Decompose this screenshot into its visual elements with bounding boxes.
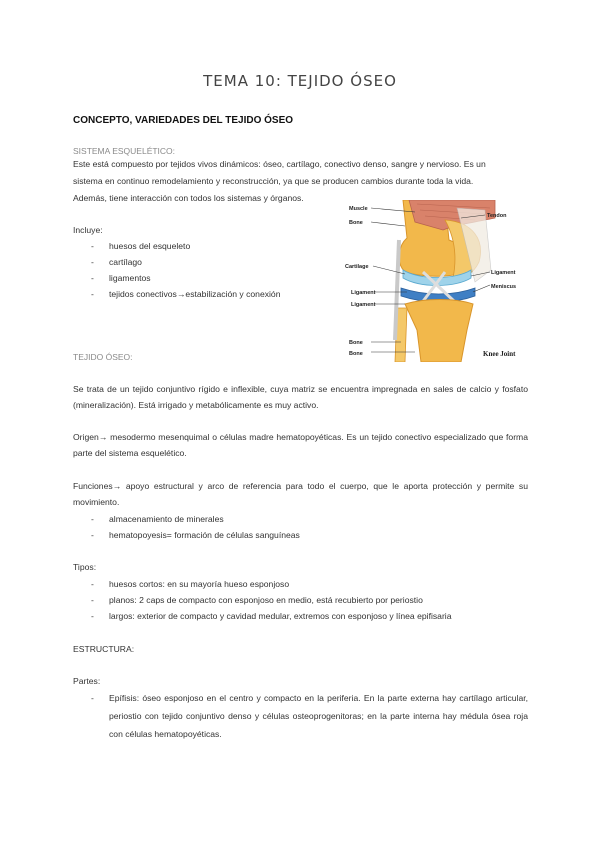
dash-bullet: -	[91, 514, 94, 524]
main-heading: CONCEPTO, VARIEDADES DEL TEJIDO ÓSEO	[73, 115, 294, 126]
figure-caption: Knee Joint	[483, 350, 516, 358]
list-item: - ligamentos	[73, 270, 338, 286]
dash-bullet: -	[91, 595, 94, 605]
label-tendon: Tendon	[487, 213, 507, 219]
label-bone-bottom-2: Bone	[349, 351, 363, 357]
tejido-paragraph-1: Se trata de un tejido conjuntivo rígido e inflexible, cuya matriz se encuentra impregnada en sales de calcio y fosfato (mineralización). Está irrigado y metabólicamente es muy activo.	[73, 384, 528, 410]
dash-bullet: -	[91, 530, 94, 540]
dash-bullet: -	[91, 289, 94, 299]
label-bone-top: Bone	[349, 220, 363, 226]
label-ligament-right: Ligament	[491, 270, 516, 276]
label-meniscus: Meniscus	[491, 284, 517, 290]
list-item: - tejidos conectivos→estabilización y conexión	[73, 286, 338, 302]
list-item: - largos: exterior de compacto y cavidad medular, extremos con esponjoso y línea epifisaria	[73, 608, 528, 624]
sistema-line-2: sistema en continuo remodelamiento y reconstrucción, ya que se producen cambios durante toda la vida.	[73, 176, 474, 186]
dash-bullet: -	[91, 257, 94, 267]
partes-label: Partes:	[73, 676, 101, 686]
section-label-tejido: TEJIDO ÓSEO:	[73, 352, 133, 362]
includes-list	[73, 238, 338, 302]
dash-bullet: -	[91, 241, 94, 251]
partes-list	[73, 689, 528, 743]
list-item: - cartílago	[73, 254, 338, 270]
includes-label: Incluye:	[73, 225, 103, 235]
label-ligament-left-1: Ligament	[351, 290, 376, 296]
label-ligament-left-2: Ligament	[351, 302, 376, 308]
label-bone-bottom-1: Bone	[349, 340, 363, 346]
sistema-line-1: Este está compuesto por tejidos vivos dinámicos: óseo, cartílago, conectivo denso, sangre y nervioso. Es un	[73, 159, 486, 169]
list-item: - hematopoyesis= formación de células sanguíneas	[73, 527, 528, 543]
list-item: - almacenamiento de minerales	[73, 511, 528, 527]
knee-joint-figure	[345, 200, 530, 362]
functions-list	[73, 511, 528, 543]
tejido-paragraph-3: Funciones→ apoyo estructural y arco de referencia para todo el cuerpo, que le aporta protección y permite su movimiento.	[73, 481, 528, 507]
dash-bullet: -	[91, 693, 94, 703]
list-item: - huesos cortos: en su mayoría hueso esponjoso	[73, 576, 528, 592]
estructura-label: ESTRUCTURA:	[73, 644, 135, 654]
tipos-label: Tipos:	[73, 562, 97, 572]
list-item: - planos: 2 caps de compacto con esponjoso en medio, está recubierto por periostio	[73, 592, 528, 608]
tipos-list	[73, 576, 528, 624]
dash-bullet: -	[91, 579, 94, 589]
list-item: - huesos del esqueleto	[73, 238, 338, 254]
list-item: - Epífisis: óseo esponjoso en el centro y compacto en la periferia. En la parte externa hay cartílago articular, periostio con tejido conjuntivo denso y células osteoprogenitoras; en la parte interna hay médula ósea roja con células hematopoyéticas.	[73, 689, 528, 743]
page-title: TEMA 10: TEJIDO ÓSEO	[203, 72, 397, 90]
knee-joint-illustration	[345, 200, 530, 362]
tejido-paragraph-2: Origen→ mesodermo mesenquimal o células madre hematopoyéticas. Es un tejido conectivo especializado que forma parte del sistema esquelético.	[73, 432, 528, 458]
label-muscle: Muscle	[349, 206, 368, 212]
section-label-sistema: SISTEMA ESQUELÉTICO:	[73, 146, 176, 156]
dash-bullet: -	[91, 273, 94, 283]
sistema-line-3: Además, tiene interacción con todos los sistemas y órganos.	[73, 193, 304, 203]
label-cartilage: Cartilage	[345, 264, 369, 270]
dash-bullet: -	[91, 611, 94, 621]
